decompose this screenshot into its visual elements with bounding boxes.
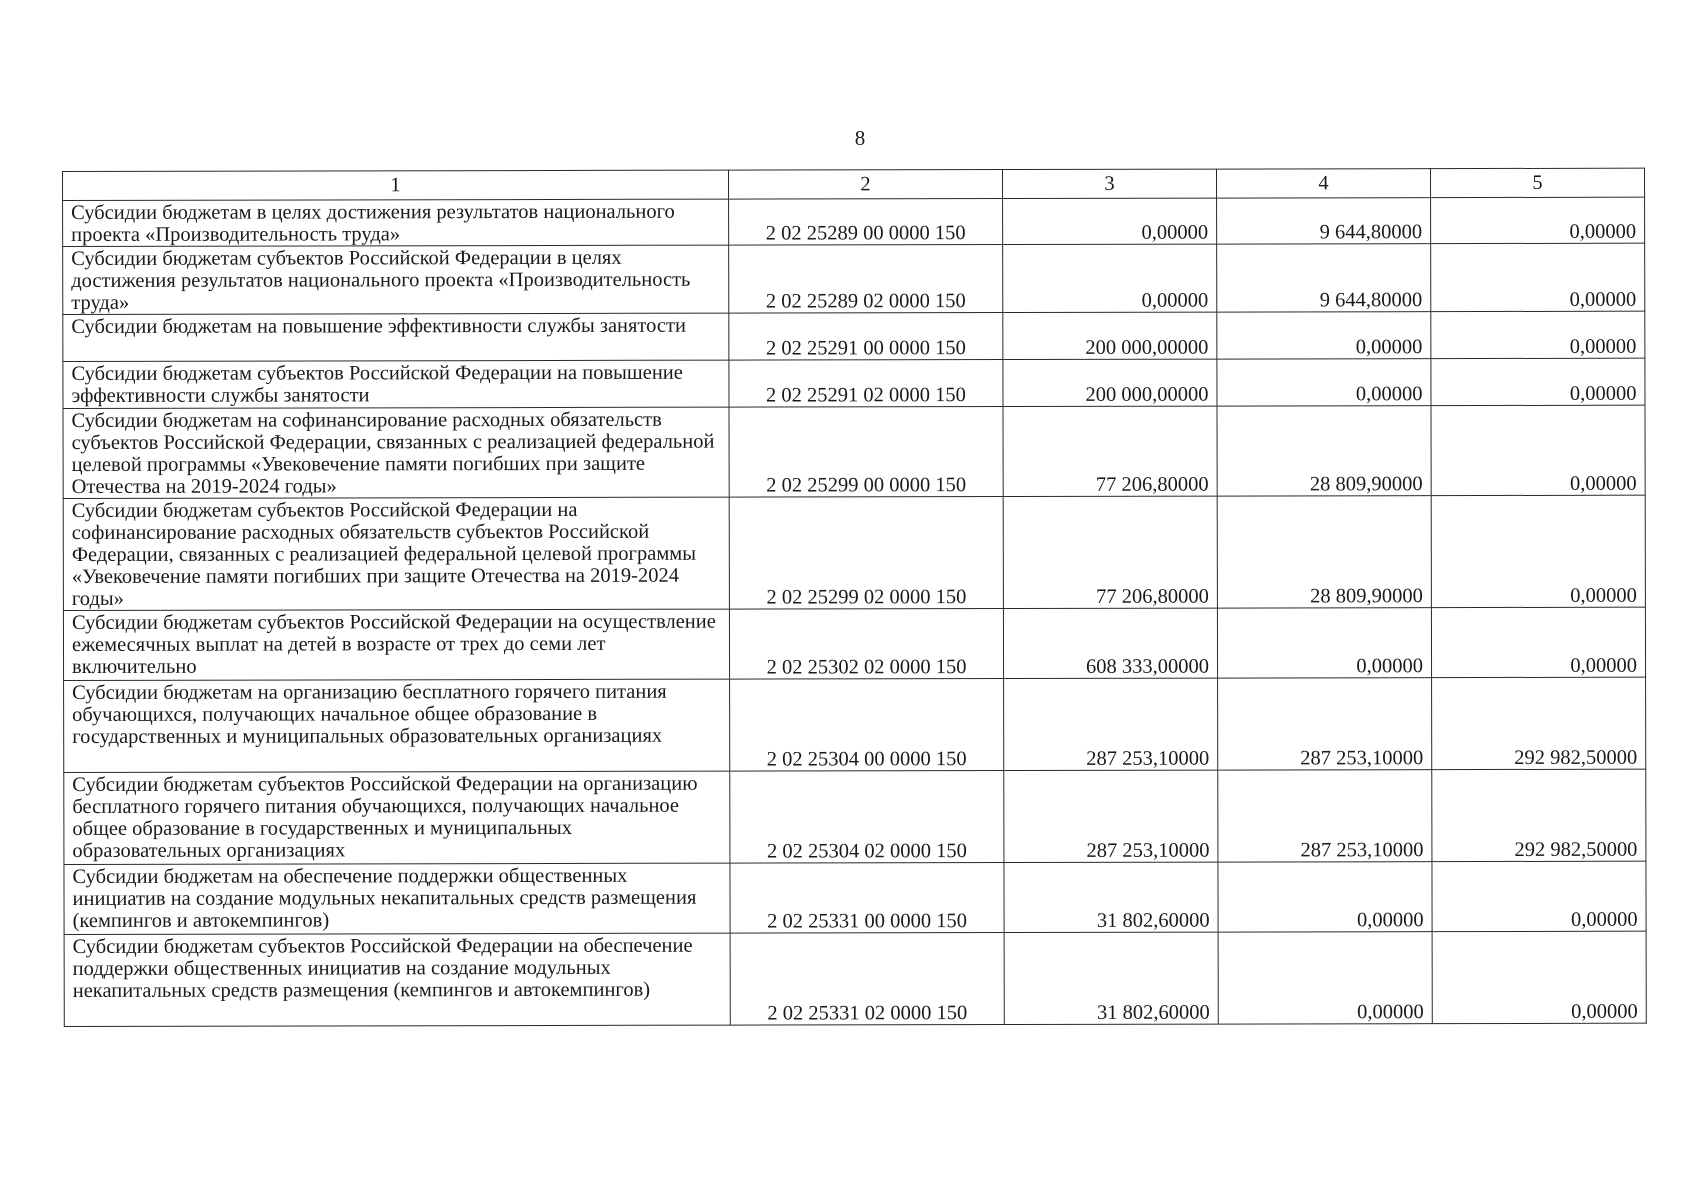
row-value-col5: 292 982,50000 [1432,677,1646,769]
table-row [64,931,1646,1026]
row-value-col5: 0,00000 [1431,607,1645,677]
page-number: 8 [854,126,866,150]
row-value-col3: 287 253,10000 [1004,770,1218,862]
row-value-col4: 28 809,90000 [1217,496,1431,608]
header-col-3: 3 [1002,169,1216,198]
row-value-col5: 292 982,50000 [1432,769,1646,861]
table-row [63,243,1645,314]
row-value-col3: 0,00000 [1003,198,1217,244]
row-value-col4: 287 253,10000 [1218,678,1432,770]
row-value-col5: 0,00000 [1432,861,1646,931]
header-col-4: 4 [1216,169,1430,198]
row-value-col3: 77 206,80000 [1003,406,1217,496]
row-name: Субсидии бюджетам субъектов Российской Федерации на софинансирование расходных обязательств субъектов Российской Федерации, связанных с реализацией федеральной целевой программы «Увековечение памяти погибших при защите Отечества на 2019-2024 годы» [63,497,729,610]
row-code: 2 02 25331 00 0000 150 [730,863,1004,934]
row-value-col3: 77 206,80000 [1003,496,1217,608]
row-name: Субсидии бюджетам субъектов Российской Федерации на организацию бесплатного горячего питания обучающихся, получающих начальное общее образование в государственных и муниципальных образовательных организациях [64,771,730,864]
row-name: Субсидии бюджетам на повышение эффективности службы занятости [63,313,729,361]
row-value-col4: 0,00000 [1218,862,1432,932]
table-row [63,358,1645,408]
row-value-col4: 9 644,80000 [1217,244,1431,312]
table-row [63,607,1645,680]
row-name: Субсидии бюджетам субъектов Российской Федерации на осуществление ежемесячных выплат на детей в возрасте от трех до семи лет включительно [63,609,729,680]
row-value-col3: 31 802,60000 [1004,932,1218,1024]
budget-table [62,168,1647,1027]
row-value-col3: 31 802,60000 [1004,862,1218,932]
row-name: Субсидии бюджетам на обеспечение поддержки общественных инициатив на создание модульных некапитальных средств размещения (кемпингов и автокемпингов) [64,863,730,934]
row-code: 2 02 25289 00 0000 150 [729,199,1003,246]
row-value-col3: 287 253,10000 [1004,678,1218,770]
row-value-col4: 0,00000 [1218,932,1432,1024]
row-value-col3: 0,00000 [1003,244,1217,312]
row-code: 2 02 25299 02 0000 150 [729,497,1003,610]
row-value-col4: 28 809,90000 [1217,406,1431,496]
table-row [63,311,1645,361]
table-body [63,197,1647,1026]
row-value-col4: 0,00000 [1217,312,1431,359]
table-row [63,197,1645,246]
row-value-col4: 0,00000 [1217,359,1431,406]
row-value-col3: 200 000,00000 [1003,359,1217,406]
row-name: Субсидии бюджетам в целях достижения результатов национального проекта «Производительность труда» [63,199,729,246]
row-code: 2 02 25299 00 0000 150 [729,407,1003,498]
table-row [64,677,1646,772]
row-name: Субсидии бюджетам субъектов Российской Федерации на повышение эффективности службы занятости [63,360,729,408]
table-header [63,168,1645,200]
row-value-col4: 287 253,10000 [1218,770,1432,862]
table-row [64,861,1646,934]
row-code: 2 02 25291 02 0000 150 [729,360,1003,408]
row-value-col4: 9 644,80000 [1217,198,1431,244]
row-code: 2 02 25304 02 0000 150 [730,771,1004,864]
row-value-col4: 0,00000 [1217,608,1431,678]
row-name: Субсидии бюджетам на софинансирование расходных обязательств субъектов Российской Федерации, связанных с реализацией федеральной целевой программы «Увековечение памяти погибших при защите Отечества на 2019-2024 годы» [63,407,729,498]
row-value-col5: 0,00000 [1431,495,1645,607]
row-value-col5: 0,00000 [1431,197,1645,243]
row-code: 2 02 25331 02 0000 150 [730,933,1004,1026]
table-row [63,495,1645,610]
header-col-5: 5 [1430,168,1644,197]
row-code: 2 02 25291 00 0000 150 [729,313,1003,361]
row-value-col5: 0,00000 [1431,243,1645,311]
table-row [64,769,1646,864]
row-code: 2 02 25289 02 0000 150 [729,245,1003,314]
row-name: Субсидии бюджетам субъектов Российской Федерации в целях достижения результатов национального проекта «Производительность труда» [63,245,729,314]
row-value-col5: 0,00000 [1431,358,1645,405]
row-code: 2 02 25304 00 0000 150 [730,679,1004,772]
row-value-col5: 0,00000 [1431,405,1645,495]
row-value-col3: 608 333,00000 [1003,608,1217,678]
row-code: 2 02 25302 02 0000 150 [729,609,1003,680]
row-name: Субсидии бюджетам субъектов Российской Федерации на обеспечение поддержки общественных инициатив на создание модульных некапитальных средств размещения (кемпингов и автокемпингов) [64,933,730,1026]
header-row [63,168,1645,200]
header-col-2: 2 [728,170,1002,200]
row-value-col5: 0,00000 [1431,311,1645,358]
row-value-col3: 200 000,00000 [1003,312,1217,359]
row-name: Субсидии бюджетам на организацию бесплатного горячего питания обучающихся, получающих начальное общее образование в государственных и муниципальных образовательных организациях [64,679,730,772]
row-value-col5: 0,00000 [1432,931,1646,1023]
table-row [63,405,1645,498]
header-col-1: 1 [63,170,729,200]
